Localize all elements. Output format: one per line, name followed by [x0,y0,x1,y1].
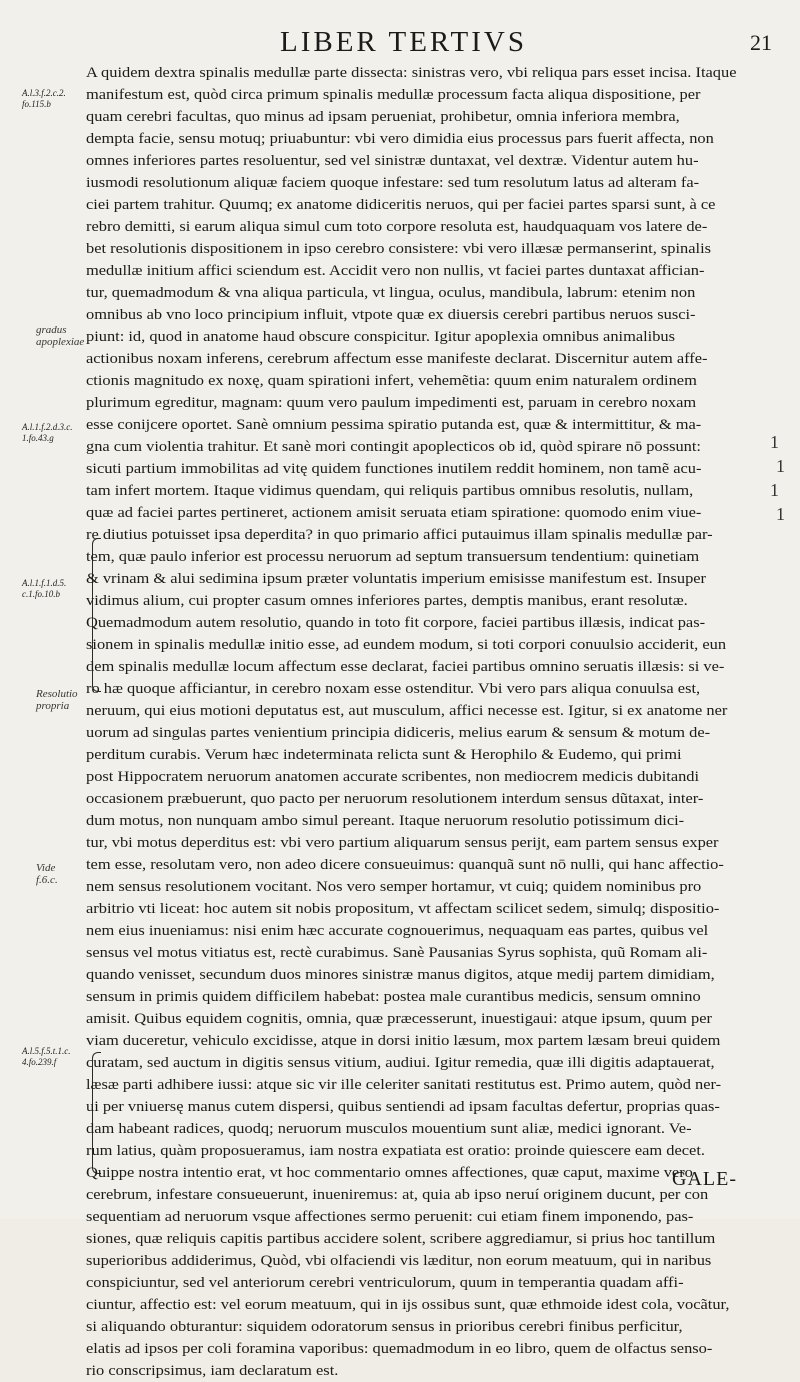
text-line: tem esse, resolutam vero, non adeo dicere consueuimus: quanquã sunt nō nulli, qui hanc affectio- [86,856,724,873]
margin-tick-mark: 1 [776,504,785,524]
text-line: tur, quemadmodum & vna aliqua particula, vt lingua, oculus, mandibula, labrum: etenim non [86,284,696,301]
text-line: piunt: id, quod in anatome haud obscure conspicitur. Igitur apoplexia omnibus animalibus [86,328,676,345]
text-line: gna cum violentia trahitur. Et sanè mori contingit apoplecticos ob id, quòd spirare nō possunt: [86,438,701,455]
handwritten-annotation: Vide f.6.c. [36,862,58,886]
left-margin-notes [0,70,84,1170]
text-line: dum motus, non nunquam ambo simul pereant. Itaque neruorum resolutio potissimum dici- [86,812,685,829]
text-line: bet resolutionis dispositionem in ipso cerebro consistere: vbi vero illæsæ permanserint, spinalis [86,240,712,257]
text-line: elatis ad ipsos per coli foramina vaporibus: quemadmodum in eo libro, quem de olfactus senso- [86,1340,713,1357]
text-line: ctionis magnitudo ex noxę, quam spirationi infert, vehemẽtia: quum enim naturalem ordinem [86,372,697,389]
text-line: vidimus alium, cui propter casum omnes inferiores partes, demptis manibus, erant resolutæ. [86,592,688,609]
text-line: re diutius potuisset ipsa deperdita? in quo primario affici putauimus illam spinalis medullæ par- [86,526,713,543]
text-line: & vrinam & alui sedimina ipsum præter voluntatis imperium emisisse manifestum est. Insuper [86,570,707,587]
text-line: quæ ad faciei partes pertineret, actionem amisit seruata etiam spiratione: quomodo enim viue- [86,504,702,521]
text-line: arbitrio vti liceat: hoc autem sit nobis propositum, vt affectam scilicet sedem, simulq; dispositio- [86,900,720,917]
catchword: GALE- [672,1168,737,1190]
text-line: viam duceretur, vehiculo excidisse, atque in dorsi initio læsum, mox partem læsam breui quidem [86,1032,721,1049]
text-line: cerebrum, infestare consueuerunt, inueniremus: at, quia ab ipso neruí originem ducunt, per con [86,1186,709,1203]
right-margin-marks [768,420,800,1200]
text-line: amisit. Quibus equidem cognitis, omnia, quæ præcesserunt, inuestigaui: atque ipsum, quum per [86,1010,712,1027]
text-line: neruum, qui eius motioni deputatus est, aut musculum, affici necesse est. Igitur, si ex anatome ner [86,702,728,719]
body-text [86,62,766,1382]
text-line: sensus vel motus vitiatus est, rectè curabimus. Sanè Pausanias Syrus sophista, quũ Romam ali- [86,944,708,961]
text-line: Quemadmodum autem resolutio, quando in toto fit corpore, faciei partibus illæsis, indicat pas- [86,614,706,631]
text-line: ui per vniuersę manus cutem dispersi, quibus sentiendi ad ipsam facultas defertur, proprias quas- [86,1098,720,1115]
text-line: tur, vbi motus deperditus est: vbi vero partium aliquarum sensus perijt, eam partem sensus exper [86,834,719,851]
text-line: nem sensus resolutionem vocitant. Nos vero semper hortamur, vt cuiq; quidem nominibus pro [86,878,702,895]
margin-tick-mark: 1 [770,480,779,500]
text-line: ro hæ quoque afficiantur, in cerebro noxam esse ostenditur. Vbi vero pars aliqua conuulsa est, [86,680,701,697]
text-line: omnibus ab vno loco principium influit, vtpote quæ ex diuersis cerebri partibus neruos susci- [86,306,696,323]
text-line: esse conijcere oportet. Sanè omnium pessima spiratio putanda est, quæ & intermittitur, & ma- [86,416,702,433]
text-line: post Hippocratem neruorum anatomen accurate scribentes, non mediocrem medicis dubitandi [86,768,700,785]
text-line: sionem in spinalis medullæ initio esse, ad eundem modum, si toti corpori conuulsio acciderit, eun [86,636,727,653]
text-line: iusmodi resolutionum aliquæ faciem quoque infestare: sed tum resolutum latus ad alteram fa- [86,174,700,191]
text-line: rio conscripsimus, iam declaratum est. [86,1362,339,1379]
text-line: tem, quæ paulo inferior est processu neruorum ad septum transuersum tendentium: quinetiam [86,548,700,565]
margin-reference: A.l.3.f.2.c.2. fo.115.b [22,88,66,109]
text-line: sequentiam ad neruorum vsque affectiones sermo peruenit: cui etiam finem imponendo, pas- [86,1208,694,1225]
text-line: tam infert mortem. Itaque vidimus quendam, qui reliquis partibus omnibus resolutis, nullam, [86,482,694,499]
text-line: superioribus addiderimus, Quòd, vbi olfaciendi vis læditur, non eorum meatuum, qui in naribus [86,1252,712,1269]
running-head [0,26,800,60]
text-line: actionibus noxam inferens, cerebrum affectum esse manifeste declarat. Discernitur autem affe- [86,350,708,367]
text-line: occasionem præbuerunt, quo pacto per neruorum resolutionem interdum sensus dũtaxat, inter- [86,790,704,807]
handwritten-annotation: Resolutio propria [36,688,78,712]
text-line: si aliquando obturantur: siquidem odoratorum sensus in prioribus cerebri finibus perficitur, [86,1318,683,1335]
text-line: omnes inferiores partes resoluentur, sed vel sinistræ duntaxat, vel dextræ. Videntur autem hu- [86,152,699,169]
text-line: sensum in primis quidem difficilem habebat: postea male curantibus medicis, sensum omnino [86,988,701,1005]
text-line: conspiciuntur, sed vel anteriorum cerebri ventriculorum, quum in temperantia quadam affi- [86,1274,684,1291]
text-line: siones, quæ reliquis capitis partibus accidere solent, scribere aggrediamur, si prius hoc tantillum [86,1230,716,1247]
bleed-through [96,1146,716,1164]
margin-tick-mark: 1 [776,456,785,476]
text-line: quam cerebri facultas, quo minus ad ipsam perueniat, prohibetur, omnia inferiora membra, [86,108,680,125]
text-line: dempta facie, sensu motuq; priuabuntur: vbi vero dimidia eius processus pars fuerit affecta, non [86,130,714,147]
text-line: rum latius, quàm proposueramus, iam nostra expatiata est oratio: proinde quiescere eam decet. [86,1142,705,1159]
margin-reference: A.l.5.f.5.t.1.c. 4.fo.239.f [22,1046,71,1067]
text-line: rebro demitti, si earum aliqua simul cum toto corpore resoluta est, haudquaquam vos latere de- [86,218,708,235]
text-line: plurimum egreditur, magnam: quum vero paulum impedimenti est, paruam in cerebro noxam [86,394,697,411]
text-line: Quippe nostra intentio erat, vt hoc commentario omnes affectiones, quæ caput, maxime vero [86,1164,693,1181]
text-line: dam habeant radices, quodq; neruorum musculos mouentium sunt aliæ, medici ignorant. Ve- [86,1120,692,1137]
text-line: læsæ parti adhibere iussi: atque sic vir ille celeriter sanitati restitutus est. Primo autem, quòd ner- [86,1076,722,1093]
margin-tick-mark: 1 [770,432,779,452]
text-line: ciei partem trahitur. Quumq; ex anatome didiceritis neruos, qui per faciei partes sparsi sunt, à ce [86,196,716,213]
text-line: A quidem dextra spinalis medullæ parte dissecta: sinistras vero, vbi reliqua pars esset incisa. Itaque [86,64,737,81]
text-line: nem eius inueniamus: nisi enim hæc accurate cognouerimus, nequaquam eas partes, quibus vel [86,922,709,939]
page-number: 21 [750,30,772,55]
text-line: medullæ initium affici sciendum est. Accidit vero non nullis, vt faciei partes duntaxat affician- [86,262,705,279]
text-line: ciuntur, affectio est: vel eorum meatuum, qui in ijs ossibus sunt, quæ ethmoide idest cola, vocãtur, [86,1296,730,1313]
text-line: perditum curabis. Verum hæc indeterminata relicta sunt & Herophilo & Eudemo, qui primi [86,746,682,763]
margin-reference: A.l.1.f.1.d.5. c.1.fo.10.b [22,578,67,599]
bleed-line [96,1148,99,1162]
text-line: sicuti partium immobilitas ad vitę quidem functiones inutilem reddit hominem, non tamẽ acu- [86,460,702,477]
text-line: manifestum est, quòd circa primum spinalis medullæ processum facta aliqua dispositione, per [86,86,701,103]
text-line: curatam, sed auctum in digitis sensus vitium, audiui. Igitur remedia, quæ illi digitis adaptauerat, [86,1054,715,1071]
page-title: LIBER TERTIVS [280,26,527,58]
text-line: uorum ad singulas partes venientium principia didiceris, melius earum & sensum & motum de- [86,724,711,741]
text-line: quando venisset, secundum duos minores sinistræ manus digitos, atque medij partem dimidiam, [86,966,715,983]
margin-reference: A.l.1.f.2.d.3.c. 1.fo.43.g [22,422,73,443]
text-line: dem spinalis medullæ locum affectum esse declarat, faciei partibus omnino seruatis illæsis: si ve- [86,658,725,675]
handwritten-annotation: gradus apoplexiae [36,324,85,348]
